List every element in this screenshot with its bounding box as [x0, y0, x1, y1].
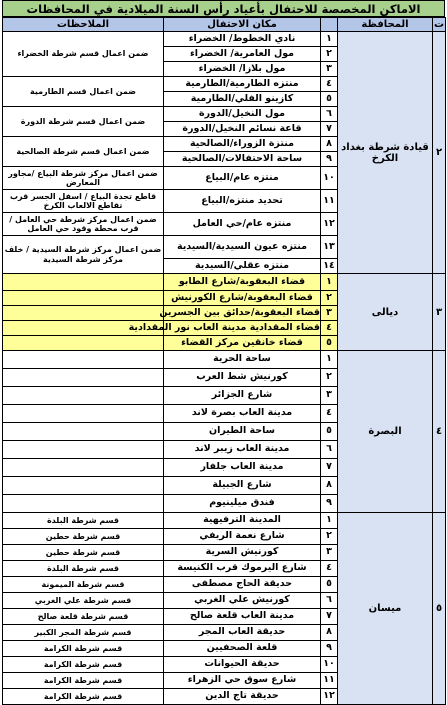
row-note: قسم شرطة علي الغربي	[3, 593, 164, 609]
row-note: قسم شرطة حطين	[3, 529, 164, 545]
section-index: ٥	[433, 513, 446, 705]
row-note	[3, 459, 164, 477]
row-number: ٥	[321, 92, 338, 107]
page-title: الاماكن المخصصة للاحتفال بأعياد رأس السنة الميلادية في المحافظات	[2, 0, 445, 17]
row-note: قسم شرطة المجر الكبير	[3, 625, 164, 641]
table-header-row	[3, 18, 446, 32]
row-note: ضمن اعمال مركز شرطة البياع /مجاور المعارض	[3, 167, 164, 190]
row-note: ضمن اعمال قسم شرطة الدورة	[3, 107, 164, 137]
row-note: ضمن اعمال مركز شرطة السيدية / خلف مركز شرطة السيدية	[3, 236, 164, 274]
row-number: ٩	[321, 152, 338, 167]
row-note	[3, 306, 164, 321]
celebration-location: قضاء خانقين مركز القضاء	[164, 336, 321, 351]
row-number: ١٤	[321, 259, 338, 274]
celebration-location: مدينة العاب بصرة لاند	[164, 405, 321, 423]
celebration-location: منتزة الزوراء/الصالحية	[164, 137, 321, 152]
row-number: ١٠	[321, 167, 338, 190]
row-number: ٤	[321, 561, 338, 577]
celebration-location: نادي الخطوط/ الخضراء	[164, 32, 321, 47]
row-number: ٥	[321, 336, 338, 351]
row-number: ٢	[321, 47, 338, 62]
celebration-location: فندق ميلينيوم	[164, 495, 321, 513]
row-note: قاطع تجدة البياع / اسفل الجسر قرب تقاطع الالعاب الكرخ	[3, 190, 164, 213]
row-note	[3, 495, 164, 513]
celebration-location: شارع سوق حي الزهراء	[164, 673, 321, 689]
row-note: قسم شرطة قلعة صالح	[3, 609, 164, 625]
celebration-location: حديقة تاج الدين	[164, 689, 321, 705]
row-number: ١٢	[321, 213, 338, 236]
row-note: ضمن اعمال قسم شرطة الصالحية	[3, 137, 164, 167]
row-number: ٥	[321, 423, 338, 441]
row-number: ١	[321, 32, 338, 47]
celebration-location: مول بلازا/ الخضراء	[164, 62, 321, 77]
row-number: ٦	[321, 441, 338, 459]
celebration-location: قضاء البعقوبة/حدائق بين الجسرين	[164, 306, 321, 321]
row-number: ٣	[321, 62, 338, 77]
celebration-location: قضاء المقدادية مدينة العاب نور المقدادية	[164, 321, 321, 336]
celebration-locations-table	[2, 17, 446, 705]
celebration-location: مول النخيل/الدورة	[164, 107, 321, 122]
row-number: ٧	[321, 122, 338, 137]
celebration-location: المدينة الترفيهية	[164, 513, 321, 529]
row-note: قسم شرطة البلدة	[3, 513, 164, 529]
header-location: مكان الاحتفال	[164, 18, 321, 32]
row-number: ٦	[321, 593, 338, 609]
row-note: قسم شرطة الكرامة	[3, 673, 164, 689]
row-number: ٤	[321, 77, 338, 92]
row-note: قسم شرطة الميمونة	[3, 577, 164, 593]
row-note: ضمن اعمال قسم الطارمية	[3, 77, 164, 107]
row-number: ١	[321, 513, 338, 529]
row-number: ٧	[321, 459, 338, 477]
celebration-location: شارع الجزائر	[164, 387, 321, 405]
celebration-location: تحديد منتزه/البياع	[164, 190, 321, 213]
row-note	[3, 387, 164, 405]
celebration-location: قضاء البعقوبة/شارع الطابو	[164, 274, 321, 291]
row-number: ٥	[321, 577, 338, 593]
row-number: ٣	[321, 545, 338, 561]
section-index: ٤	[433, 351, 446, 513]
row-number: ١	[321, 351, 338, 369]
celebration-location: كازينو الفلي/الطارمية	[164, 92, 321, 107]
celebration-location: منتزه الطارمية/الطارمية	[164, 77, 321, 92]
province-name: ديالى	[338, 274, 433, 351]
row-note: قسم شرطة الكرامة	[3, 657, 164, 673]
header-idx: ت	[433, 19, 445, 30]
row-number: ٨	[321, 625, 338, 641]
row-number: ١٢	[321, 689, 338, 705]
celebration-location: حديقة العاب المجر	[164, 625, 321, 641]
celebration-location: كورنيش السرية	[164, 545, 321, 561]
row-note	[3, 441, 164, 459]
celebration-location: حديقة الحاج مصطفى	[164, 577, 321, 593]
row-note	[3, 351, 164, 369]
row-note: ضمن اعمال قسم شرطة الخضراء	[3, 32, 164, 77]
row-number: ١١	[321, 190, 338, 213]
celebration-location: منتزه عام/البياع	[164, 167, 321, 190]
row-number: ٩	[321, 495, 338, 513]
row-note: قسم شرطة البلدة	[3, 561, 164, 577]
row-note	[3, 405, 164, 423]
section-index: ٣	[433, 274, 446, 351]
celebration-location: قاعة نسائم النخيل/الدورة	[164, 122, 321, 137]
row-number: ٧	[321, 609, 338, 625]
celebration-location: شارع اليرموك قرب الكنيسة	[164, 561, 321, 577]
row-note: قسم شرطة حطين	[3, 545, 164, 561]
row-note	[3, 274, 164, 291]
row-number: ٩	[321, 641, 338, 657]
celebration-location: قضاء البعقوبة/شارع الكورنيش	[164, 291, 321, 306]
celebration-location: منتزه عيون السيدية/السيدية	[164, 236, 321, 259]
row-number: ٤	[321, 405, 338, 423]
row-note	[3, 291, 164, 306]
row-note: ضمن اعمال مركز شرطة حي العامل / قرب محطة وقود حي العامل	[3, 213, 164, 236]
row-note	[3, 336, 164, 351]
header-province: المحافظة	[338, 18, 433, 32]
row-note: قسم شرطة الكرامة	[3, 641, 164, 657]
row-note: قسم شرطة الكرامة	[3, 689, 164, 705]
celebration-location: مدينة العاب زيبر لاند	[164, 441, 321, 459]
celebration-location: شارع الجبيلة	[164, 477, 321, 495]
table-row	[3, 513, 446, 529]
row-number: ٢	[321, 529, 338, 545]
header-notes: الملاحظات	[3, 18, 164, 32]
table-row	[3, 274, 446, 291]
province-name: قيادة شرطة بغداد الكرخ	[338, 32, 433, 274]
celebration-location: منتزه عقلي/السيدية	[164, 259, 321, 274]
province-name: البصرة	[338, 351, 433, 513]
row-note	[3, 423, 164, 441]
row-number: ٨	[321, 137, 338, 152]
celebration-location: ساحة الطيران	[164, 423, 321, 441]
row-number: ١١	[321, 673, 338, 689]
celebration-location: منتزه عام/حي العامل	[164, 213, 321, 236]
row-note	[3, 477, 164, 495]
celebration-location: كورنيش شط العرب	[164, 369, 321, 387]
row-number: ٤	[321, 321, 338, 336]
row-note	[3, 369, 164, 387]
row-number: ٢	[321, 369, 338, 387]
celebration-location: مدينة العاب قلعة صالح	[164, 609, 321, 625]
header-num	[321, 18, 338, 32]
row-number: ٣	[321, 306, 338, 321]
table-row	[3, 351, 446, 369]
row-number: ١	[321, 274, 338, 291]
row-number: ١٣	[321, 236, 338, 259]
celebration-location: قلعة الصحفيين	[164, 641, 321, 657]
section-index: ٢	[433, 32, 446, 274]
celebration-location: مدينة العاب جلفار	[164, 459, 321, 477]
row-number: ٨	[321, 477, 338, 495]
row-number: ١٠	[321, 657, 338, 673]
table-body	[3, 32, 446, 705]
table-row	[3, 32, 446, 47]
celebration-location: شارع نعمة الريفي	[164, 529, 321, 545]
celebration-location: ساحة الحرية	[164, 351, 321, 369]
celebration-location: مول العامرية/ الخضراء	[164, 47, 321, 62]
province-name: ميسان	[338, 513, 433, 705]
row-number: ٢	[321, 291, 338, 306]
row-number: ٦	[321, 107, 338, 122]
celebration-location: كورنيش علي الغربي	[164, 593, 321, 609]
row-number: ٣	[321, 387, 338, 405]
celebration-location: حديقة الحيوانات	[164, 657, 321, 673]
celebration-location: ساحة الاحتفالات/الصالحية	[164, 152, 321, 167]
